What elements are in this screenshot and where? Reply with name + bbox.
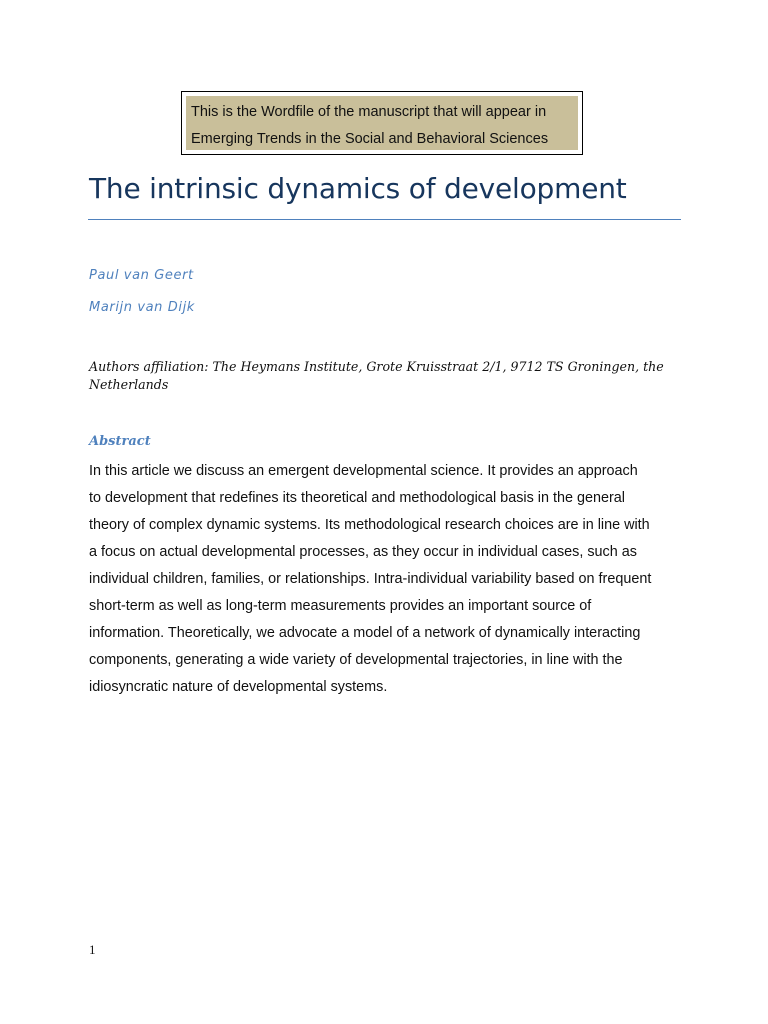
abstract-line: idiosyncratic nature of developmental systems. [89, 679, 388, 695]
abstract-line: to development that redefines its theoretical and methodological basis in the general [89, 490, 625, 506]
abstract-heading: Abstract [89, 434, 151, 449]
title-underline-rule [88, 219, 681, 220]
abstract-line: information. Theoretically, we advocate a model of a network of dynamically interacting [89, 625, 641, 641]
notice-line-2: Emerging Trends in the Social and Behavioral Sciences [191, 131, 549, 147]
authors-affiliation: Authors affiliation: The Heymans Institute, Grote Kruisstraat 2/1, 9712 TS Groningen, the Netherlands [89, 359, 664, 392]
abstract-line: In this article we discuss an emergent developmental science. It provides an approach [89, 463, 638, 479]
manuscript-notice-highlight [186, 96, 578, 150]
notice-line-1: This is the Wordfile of the manuscript that will appear in [191, 104, 547, 120]
abstract-body [89, 458, 689, 701]
abstract-line: a focus on actual developmental processes, as they occur in individual cases, such as [89, 544, 637, 560]
manuscript-notice-box [181, 91, 583, 155]
abstract-line: components, generating a wide variety of developmental trajectories, in line with the [89, 652, 623, 668]
abstract-line: individual children, families, or relationships. Intra-individual variability based on frequent [89, 571, 652, 587]
document-title: The intrinsic dynamics of development [89, 172, 627, 205]
page-number: 1 [89, 942, 96, 957]
author-name: Paul van Geert [89, 268, 194, 283]
author-name: Marijn van Dijk [89, 300, 195, 315]
abstract-line: short-term as well as long-term measurements provides an important source of [89, 598, 592, 614]
abstract-line: theory of complex dynamic systems. Its methodological research choices are in line with [89, 517, 650, 533]
